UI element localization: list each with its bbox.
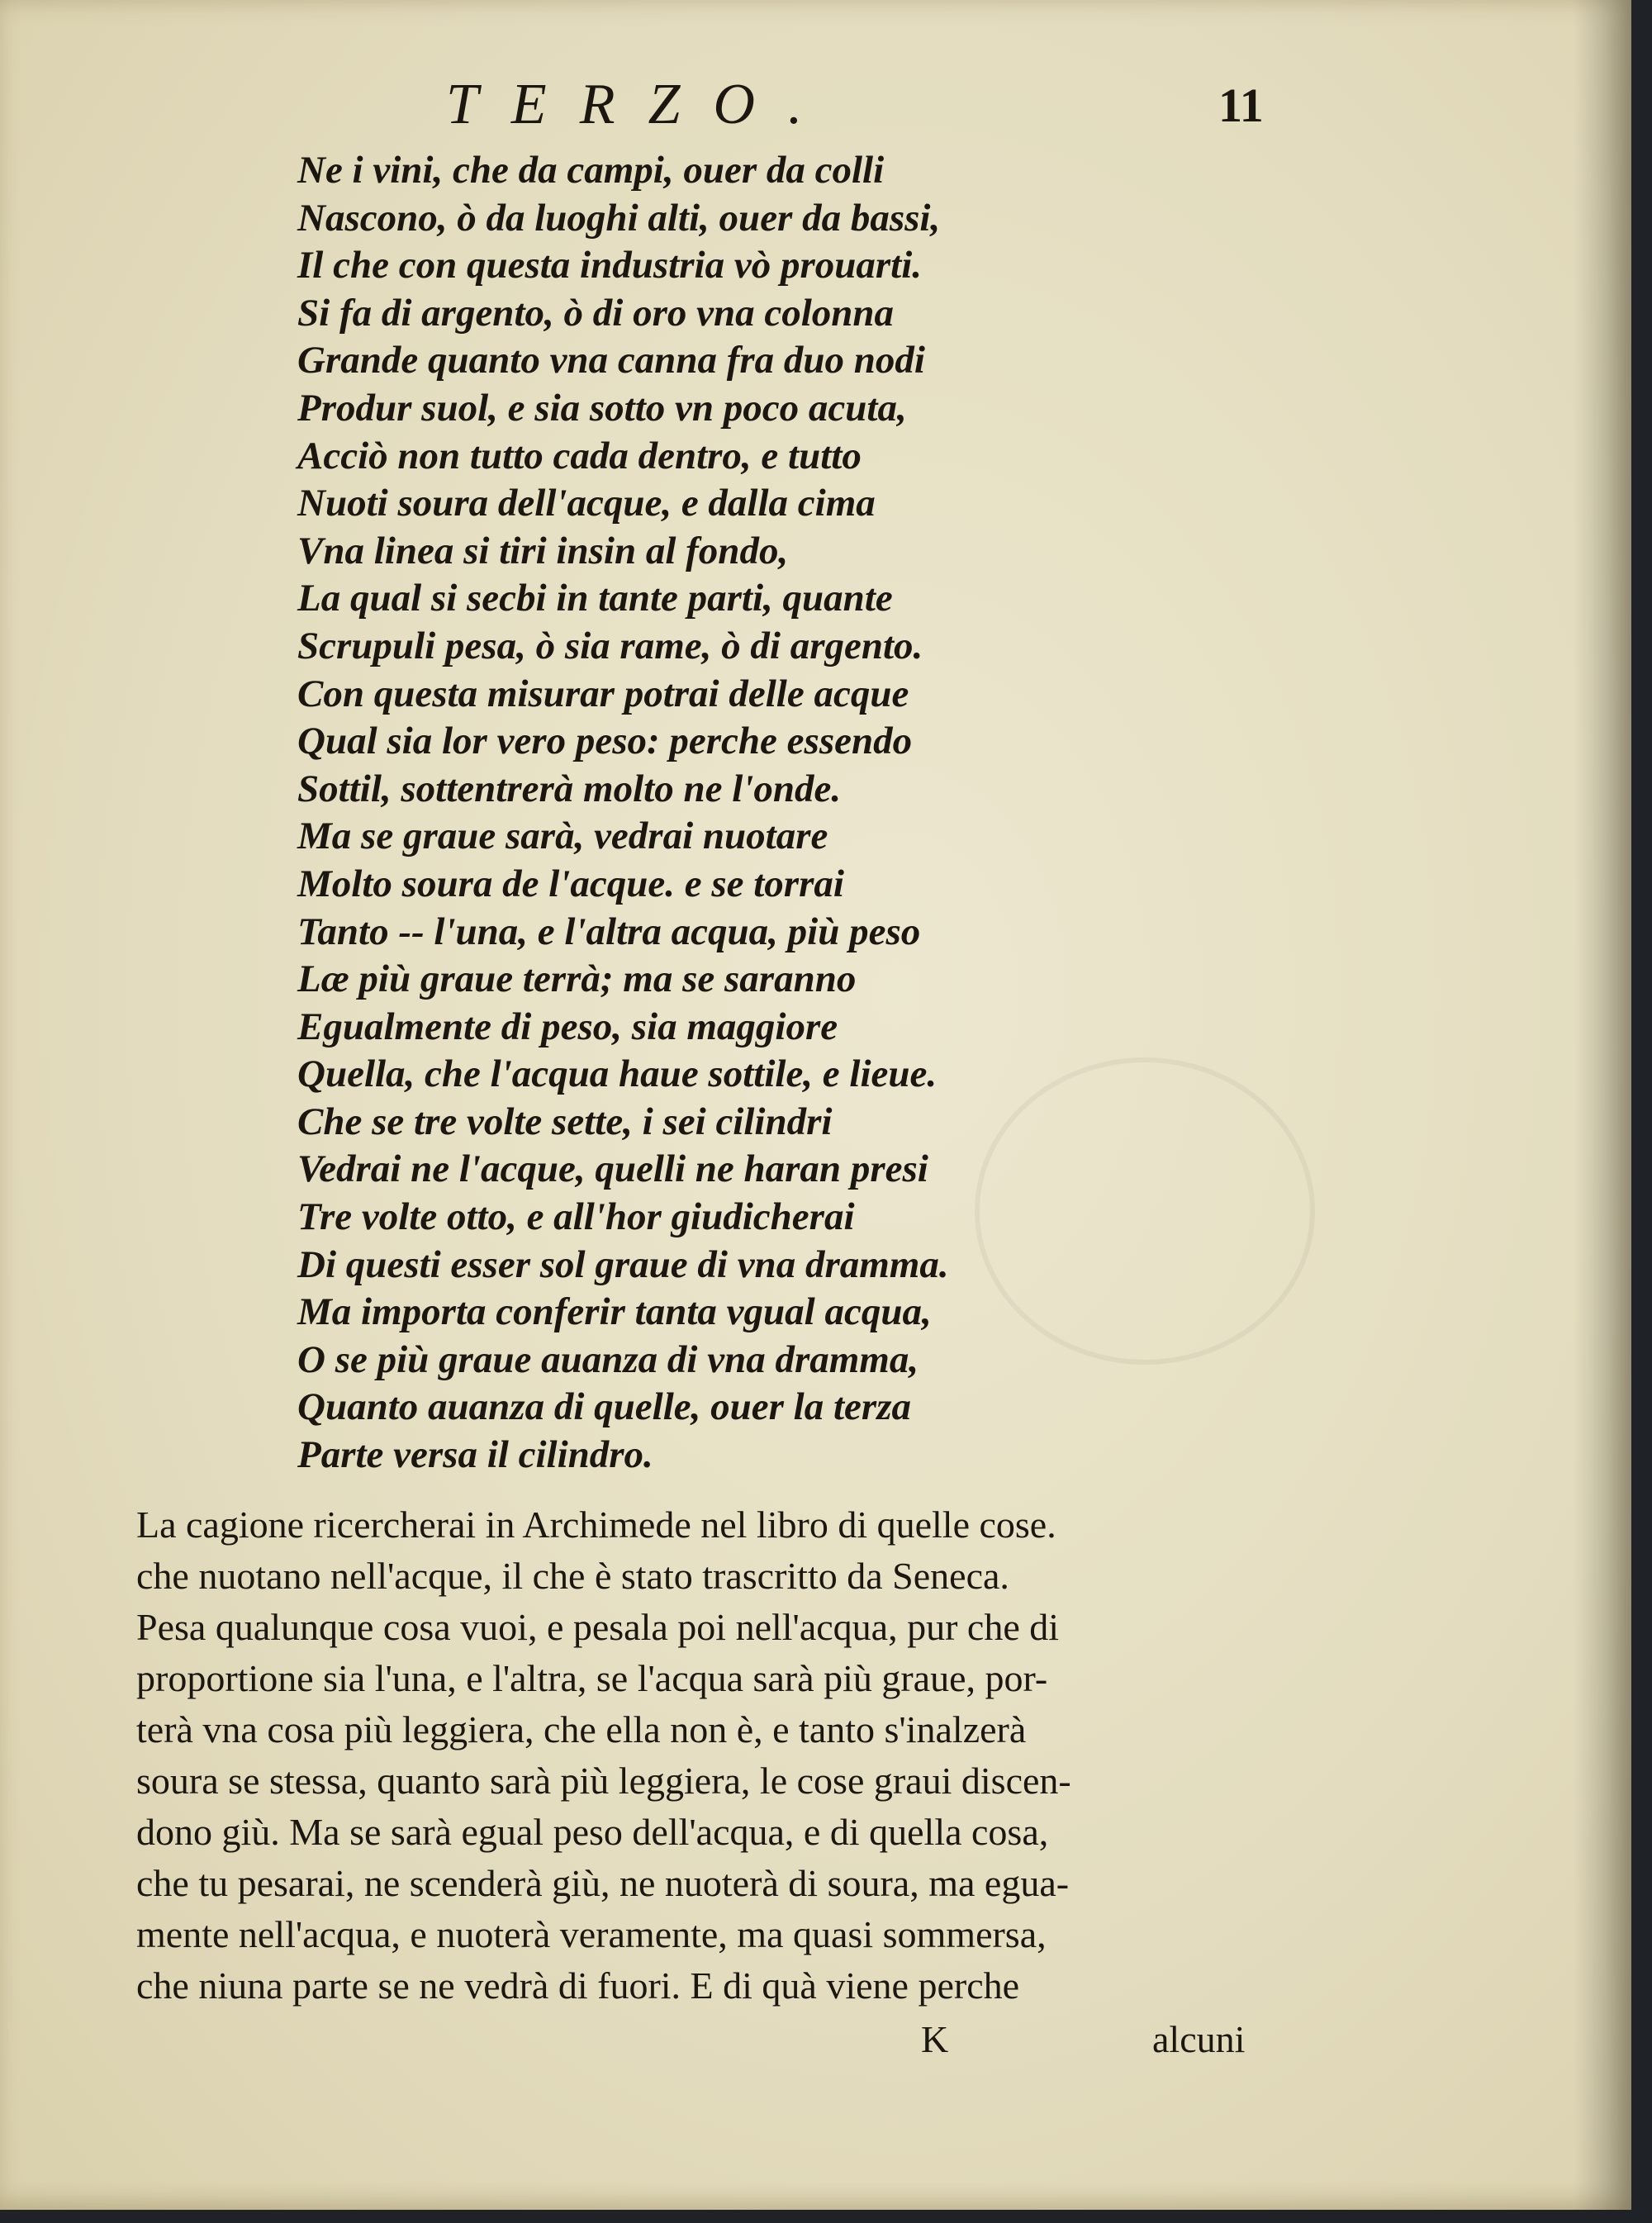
verse-line: Parte versa il cilindro. [297,1433,653,1477]
prose-block [136,1499,1326,2012]
prose-line: mente nell'acqua, e nuoterà veramente, ma quasi sommersa, [136,1913,1047,1955]
verse-line: Di questi esser sol graue di vna dramma. [297,1242,949,1286]
prose-line: che niuna parte se ne vedrà di fuori. E di quà viene perche [136,1964,1020,2007]
verse-line: Vna linea si tiri insin al fondo, [297,529,789,572]
prose-line: proportione sia l'una, e l'altra, se l'acqua sarà più graue, por- [136,1657,1048,1699]
verse-line: Qual sia lor vero peso: perche essendo [297,720,913,763]
catchword: alcuni [1152,2018,1246,2060]
page-edge-shadow [1574,0,1631,2210]
verse-line: Ne i vini, che da campi, ouer da colli [297,149,885,192]
verse-line: O se più graue auanza di vna dramma, [297,1337,919,1381]
prose-line: La cagione ricercherai in Archimede nel libro di quelle cose. [136,1503,1056,1546]
verse-line: Tanto -- l'una, e l'altra acqua, più peso [297,910,921,953]
verse-line: Egualmente di peso, sia maggiore [297,1005,838,1048]
verse-line: Sottil, sottentrerà molto ne l'onde. [297,767,842,810]
verse-line: Acciò non tutto cada dentro, e tutto [297,434,862,477]
verse-line: Si fa di argento, ò di oro vna colonna [297,291,895,335]
prose-line: soura se stessa, quanto sarà più leggiera, le cose graui discen- [136,1760,1071,1802]
prose-line: Pesa qualunque cosa vuoi, e pesala poi nell'acqua, pur che di [136,1606,1060,1648]
verse-line: Scrupuli pesa, ò sia rame, ò di argento. [297,624,923,667]
verse-line: Ma importa conferir tanta vgual acqua, [297,1290,932,1334]
verse-line: Læ più graue terrà; ma se saranno [297,957,857,1001]
verse-line: Che se tre volte sette, i sei cilindri [297,1100,833,1143]
signature-mark: K [921,2018,949,2060]
verse-line: Il che con questa industria vò prouarti. [297,244,923,287]
verse-line: Grande quanto vna canna fra duo nodi [297,339,925,382]
verse-line: Con questa misurar potrai delle acque [297,672,909,715]
prose-line: dono giù. Ma se sarà egual peso dell'acqua, e di quella cosa, [136,1811,1049,1853]
page-number: 11 [1218,78,1264,132]
prose-line: che nuotano nell'acque, il che è stato trascritto da Seneca. [136,1555,1009,1597]
prose-line: terà vna cosa più leggiera, che ella non è, e tanto s'inalzerà [136,1708,1027,1750]
verse-line: Produr suol, e sia sotto vn poco acuta, [297,386,907,430]
verse-line: Ma se graue sarà, vedrai nuotare [297,815,828,858]
verse-line: La qual si secbi in tante parti, quante [297,577,893,620]
verse-line: Quanto auanza di quelle, ouer la terza [297,1385,911,1429]
verse-line: Tre volte otto, e all'hor giudicherai [297,1195,855,1239]
verse-block [297,147,1123,1480]
verse-line: Nuoti soura dell'acque, e dalla cima [297,482,876,525]
verse-line: Nascono, ò da luoghi alti, ouer da bassi, [297,196,941,240]
prose-line: che tu pesarai, ne scenderà giù, ne nuoterà di soura, ma egua- [136,1862,1070,1904]
verse-line: Molto soura de l'acque. e se torrai [297,862,844,905]
verse-line: Quella, che l'acqua haue sottile, e lieue. [297,1052,938,1096]
verse-line: Vedrai ne l'acque, quelli ne haran presi [297,1147,928,1191]
running-head: TERZO. [446,73,836,136]
